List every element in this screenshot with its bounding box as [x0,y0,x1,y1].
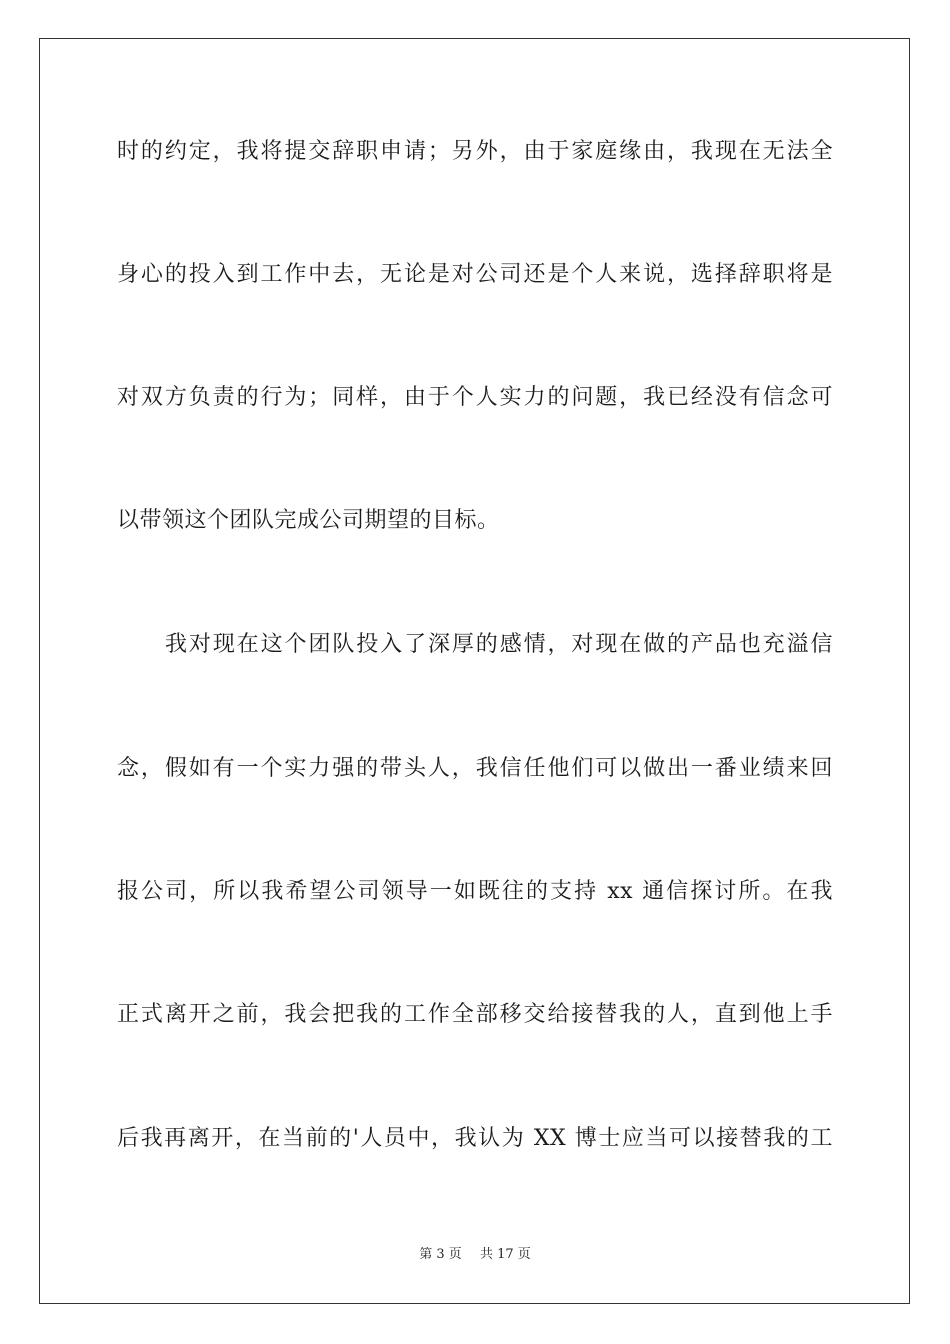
paragraph-first-line: 我对现在这个团队投入了深厚的感情，对现在做的产品也充溢信 [165,632,833,657]
body-text-line: 身心的投入到工作中去，无论是对公司还是个人来说，选择辞职将是 [117,262,833,287]
body-text-line: 正式离开之前，我会把我的工作全部移交给接替我的人，直到他上手 [117,1002,833,1027]
body-text-line: 报公司，所以我希望公司领导一如既往的支持 xx 通信探讨所。在我 [117,879,833,904]
body-text-line: 念，假如有一个实力强的带头人，我信任他们可以做出一番业绩来回 [117,756,833,781]
body-text-line: 时的约定，我将提交辞职申请；另外，由于家庭缘由，我现在无法全 [117,139,833,164]
page-footer [0,1247,950,1263]
body-text-line: 以带领这个团队完成公司期望的目标。 [117,508,500,533]
body-text-line: 对双方负责的行为；同样，由于个人实力的问题，我已经没有信念可 [117,385,833,410]
page-total: 共 17 页 [479,1247,531,1262]
page-border [39,38,910,1304]
body-text-line: 后我再离开，在当前的'人员中，我认为 XX 博士应当可以接替我的工 [117,1126,833,1151]
page-number: 第 3 页 [419,1247,462,1262]
